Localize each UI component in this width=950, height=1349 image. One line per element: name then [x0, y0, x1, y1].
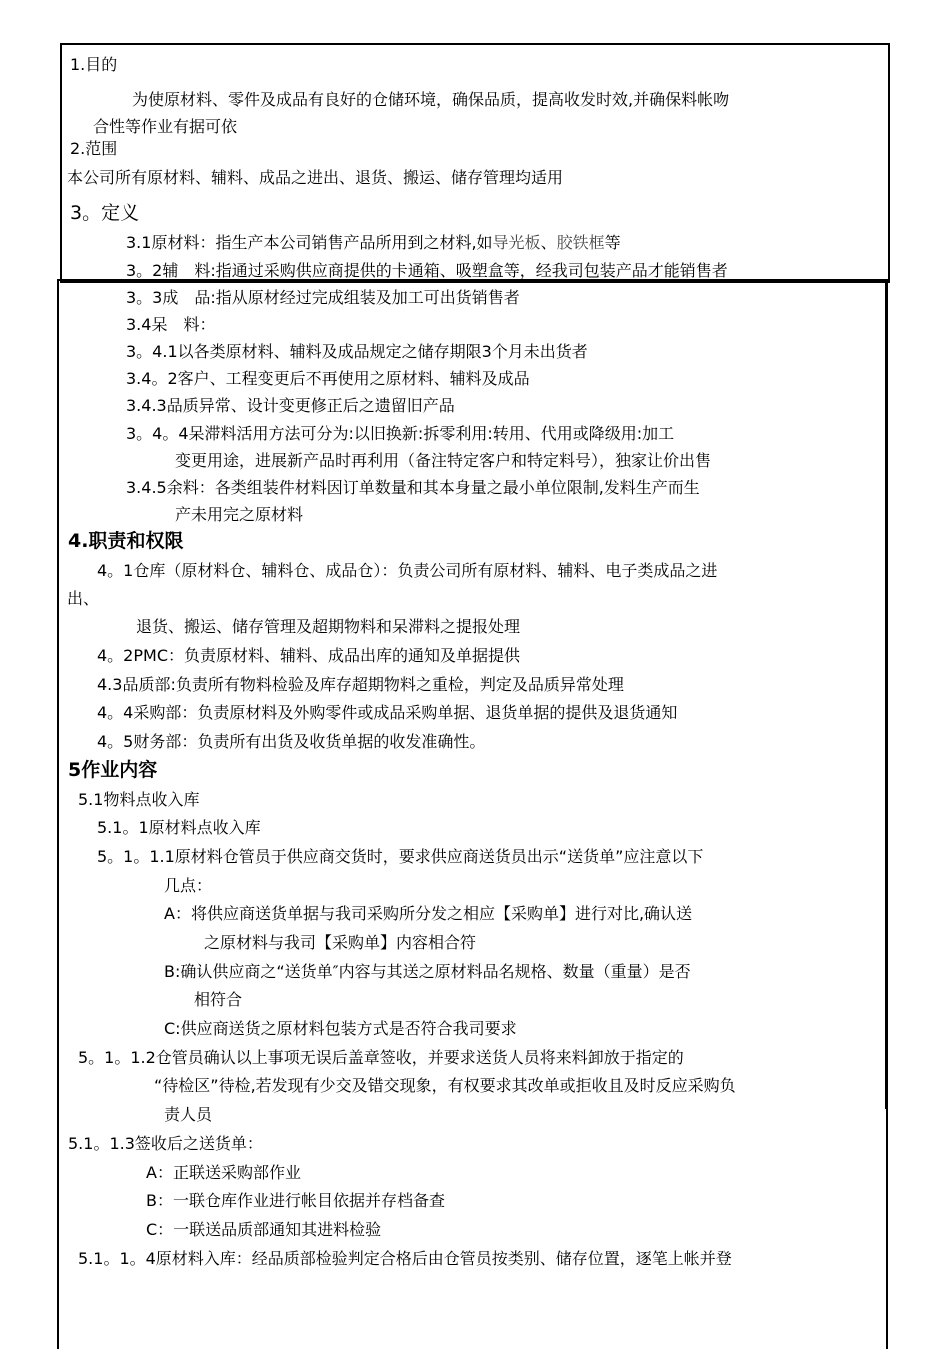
definition-raw-material-prefix: 3.1原材料：指生产本公司销售产品所用到之材料,如 [126, 233, 493, 252]
duty-quality: 4.3品质部:负责所有物料检验及库存超期物料之重检，判定及品质异常处理 [97, 675, 624, 694]
delivery-copy-a: A：正联送采购部作业 [146, 1163, 301, 1182]
definition-dead-stock-2: 3.4。2客户、工程变更后不再使用之原材料、辅料及成品 [126, 369, 530, 388]
definition-dead-stock-1: 3。4.1以各类原材料、辅料及成品规定之储存期限3个月未出货者 [126, 342, 588, 361]
scope-text: 本公司所有原材料、辅料、成品之进出、退货、搬运、储存管理均适用 [67, 168, 564, 187]
definition-dead-stock: 3.4呆 料： [126, 315, 216, 334]
work-5-1-1-2-line1: 5。1。1.2仓管员确认以上事项无误后盖章签收，并要求送货人员将来料卸放于指定的 [78, 1048, 684, 1067]
definition-finished-product: 3。3成 品:指从原材经过完成组装及加工可出货销售者 [126, 288, 520, 307]
work-5-1-1-4: 5.1。1。4原材料入库：经品质部检验判定合格后由仓管员按类别、储存位置，逐笔上帐并登 [78, 1249, 732, 1268]
side-rule [885, 279, 887, 1109]
duty-purchasing: 4。4采购部：负责原材料及外购零件或成品采购单据、退货单据的提供及退货通知 [97, 703, 678, 722]
delivery-copy-b: B：一联仓库作业进行帐目依据并存档备查 [146, 1191, 445, 1210]
check-a-line1: A：将供应商送货单据与我司采购所分发之相应【采购单】进行对比,确认送 [164, 904, 693, 923]
work-heading: 5作业内容 [68, 759, 158, 781]
definition-raw-material [126, 233, 621, 253]
work-5-1-1: 5.1。1原材料点收入库 [97, 818, 261, 837]
work-5-1-1-3: 5.1。1.3签收后之送货单： [68, 1134, 263, 1153]
purpose-heading: 1.目的 [70, 55, 118, 74]
delivery-copy-c: C：一联送品质部通知其进料检验 [146, 1220, 382, 1239]
duties-heading: 4.职责和权限 [68, 530, 184, 552]
check-b-line2: 相符合 [194, 990, 243, 1009]
definition-surplus-line2: 产未用完之原材料 [175, 505, 304, 524]
work-5-1-1-1-line2: 几点： [164, 876, 213, 895]
check-a-line2: 之原材料与我司【采购单】内容相合符 [204, 933, 477, 952]
definition-dead-stock-4-line1: 3。4。4呆滞料活用方法可分为:以旧换新:拆零利用:转用、代用或降级用:加工 [126, 424, 675, 443]
definition-surplus-line1: 3.4.5余料：各类组装件材料因订单数量和其本身量之最小单位限制,发料生产而生 [126, 478, 700, 497]
definition-raw-material-suffix: 等 [604, 233, 621, 252]
definition-heading: 3。定义 [70, 202, 140, 224]
duty-pmc: 4。2PMC：负责原材料、辅料、成品出库的通知及单据提供 [97, 646, 520, 665]
duty-warehouse-line2: 出、 [67, 589, 100, 608]
definition-auxiliary: 3。2辅 料:指通过采购供应商提供的卡通箱、吸塑盒等，经我司包装产品才能销售者 [126, 261, 728, 280]
check-b-line1: B:确认供应商之“送货单″内容与其送之原材料品名规格、数量（重量）是否 [164, 962, 691, 981]
work-5-1-1-2-line2: “待检区”待检,若发现有少交及错交现象，有权要求其改单或拒收且及时反应采购负 [154, 1076, 736, 1095]
definition-item-frame: 胶铁框 [556, 233, 605, 252]
definition-item-light-guide: 导光板 [492, 233, 541, 252]
check-c: C:供应商送货之原材料包装方式是否符合我司要求 [164, 1019, 517, 1038]
definition-dead-stock-3: 3.4.3品质异常、设计变更修正后之遗留旧产品 [126, 396, 455, 415]
duty-warehouse-line3: 退货、搬运、储存管理及超期物料和呆滞料之提报处理 [136, 617, 521, 636]
work-5-1-1-1-line1: 5。1。1.1原材料仓管员于供应商交货时，要求供应商送货员出示“送货单”应注意以下 [97, 847, 704, 866]
duty-warehouse-line1: 4。1仓库（原材料仓、辅料仓、成品仓）：负责公司所有原材料、辅料、电子类成品之进 [97, 561, 718, 580]
purpose-text-line1: 为使原材料、零件及成品有良好的仓储环境，确保品质，提高收发时效,并确保料帐吻 [132, 90, 730, 109]
duty-finance: 4。5财务部：负责所有出货及收货单据的收发准确性。 [97, 732, 486, 751]
work-5-1: 5.1物料点收入库 [78, 790, 200, 809]
definition-separator: 、 [540, 233, 557, 252]
work-5-1-1-2-line3: 责人员 [164, 1105, 213, 1124]
definition-dead-stock-4-line2: 变更用途，进展新产品时再利用（备注特定客户和特定料号），独家让价出售 [175, 451, 712, 470]
purpose-text-line2: 合性等作业有据可依 [93, 117, 238, 136]
scope-heading: 2.范围 [70, 139, 118, 158]
